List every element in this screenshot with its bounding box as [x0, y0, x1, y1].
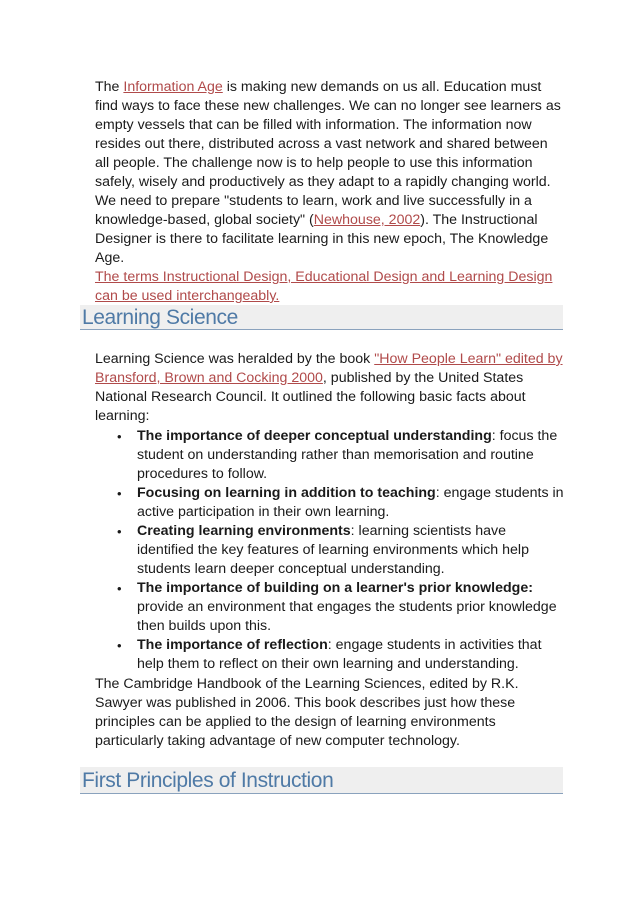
cambridge-handbook-paragraph: The Cambridge Handbook of the Learning Sciences, edited by R.K. Sawyer was published in 2006. This book describes just how these principles can be applied to the design of learning environments particularly taking advantage of new computer technology. [95, 676, 519, 749]
learning-facts-list [95, 427, 565, 674]
list-item [95, 484, 565, 522]
intro-paragraph [95, 78, 565, 306]
list-item [95, 579, 565, 636]
learning-science-text-start: Learning Science was heralded by the book [95, 351, 375, 367]
intro-text-end: ). The Instructional Designer is there to facilitate learning in this new epoch, The Knowledge Age. [95, 212, 549, 266]
list-item-title: The importance of reflection [137, 637, 328, 653]
list-item-text: : learning scientists have identified the key features of learning environments which help students learn deeper conceptual understanding. [137, 523, 529, 577]
list-item-title: The importance of building on a learner's prior knowledge: [137, 580, 533, 596]
bullet-icon: • [117, 524, 122, 539]
learning-science-text-end: , published by the United States National Research Council. It outlined the following basic facts about learning: [95, 370, 526, 424]
how-people-learn-link[interactable]: "How People Learn" edited by Bransford, Brown and Cocking 2000 [95, 351, 563, 386]
list-item [95, 427, 565, 484]
learning-science-heading: Learning Science [80, 305, 563, 330]
bullet-icon: • [117, 581, 122, 596]
newhouse-2002-link[interactable]: Newhouse, 2002 [313, 212, 421, 228]
bullet-icon: • [117, 429, 122, 444]
list-item-title: Creating learning environments [137, 523, 351, 539]
list-item-text: : engage students in active participation in their own learning. [137, 485, 564, 520]
list-item [95, 636, 565, 674]
terms-link[interactable]: The terms Instructional Design, Educational Design and Learning Design can be used interchangeably. [95, 269, 553, 304]
list-item-text: provide an environment that engages the students prior knowledge then builds upon this. [137, 599, 557, 634]
list-item-text: : engage students in activities that help them to reflect on their own learning and understanding. [137, 637, 542, 672]
bullet-icon: • [117, 638, 122, 653]
information-age-link[interactable]: Information Age [123, 79, 223, 95]
list-item-text: : focus the student on understanding rather than memorisation and routine procedures to follow. [137, 428, 558, 482]
learning-science-paragraph [95, 350, 565, 426]
intro-text-middle: is making new demands on us all. Education must find ways to face these new challenges. We can no longer see learners as empty vessels that can be filled with information. The information now resides out there, distributed across a vast network and shared between all people. The challenge now is to help people to use this information safely, wisely and productively as they adapt to a rapidly changing world. We need to prepare "students to learn, work and live successfully in a knowledge-based, global society" ( [95, 79, 561, 228]
intro-text-start: The [95, 79, 124, 95]
first-principles-heading: First Principles of Instruction [80, 767, 563, 794]
list-item-title: The importance of deeper conceptual understanding [137, 428, 492, 444]
list-item [95, 522, 565, 579]
list-item-title: Focusing on learning in addition to teaching [137, 485, 436, 501]
bullet-icon: • [117, 486, 122, 501]
